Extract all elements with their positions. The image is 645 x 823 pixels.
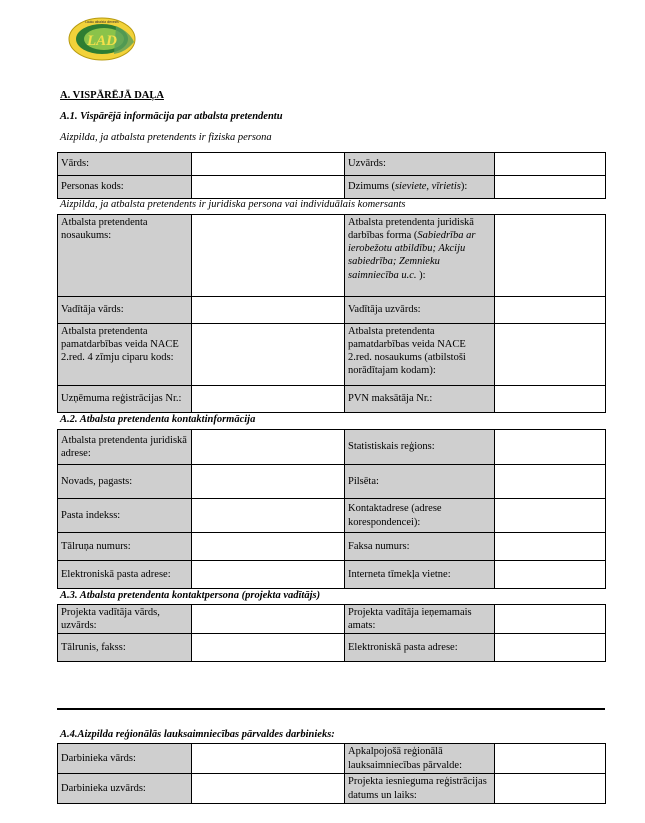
lad-logo-text: LAD bbox=[87, 33, 117, 49]
company-reg-number-field[interactable] bbox=[192, 386, 345, 413]
regional-office-field[interactable] bbox=[495, 744, 606, 774]
section-a4-title: A.4.Aizpilda reģionālās lauksaimniecības pārvaldes darbinieks: bbox=[60, 729, 335, 740]
nace-code-label: Atbalsta pretendenta pamatdarbības veida NACE 2.red. 4 zīmju ciparu kods: bbox=[58, 324, 192, 386]
postal-code-label: Pasta indekss: bbox=[58, 499, 192, 533]
table-row bbox=[58, 297, 606, 324]
table-row bbox=[58, 605, 606, 634]
project-manager-position-field[interactable] bbox=[495, 605, 606, 634]
vat-number-label: PVN maksātāja Nr.: bbox=[345, 386, 495, 413]
municipality-label: Novads, pagasts: bbox=[58, 465, 192, 499]
employee-first-name-field[interactable] bbox=[192, 744, 345, 774]
table-row bbox=[58, 176, 606, 199]
physical-person-table bbox=[57, 152, 606, 199]
table-row bbox=[58, 634, 606, 662]
city-label: Pilsēta: bbox=[345, 465, 495, 499]
contact-email-label: Elektroniskā pasta adrese: bbox=[345, 634, 495, 662]
company-reg-number-label: Uzņēmuma reģistrācijas Nr.: bbox=[58, 386, 192, 413]
nace-name-label: Atbalsta pretendenta pamatdarbības veida NACE 2.red. nosaukums (atbilstoši norādītajam kodam): bbox=[345, 324, 495, 386]
lad-logo-ring-text: Lauku atbalsta dienests bbox=[85, 20, 119, 24]
table-row bbox=[58, 499, 606, 533]
section-a2-title: A.2. Atbalsta pretendenta kontaktinformācija bbox=[60, 414, 256, 425]
table-row bbox=[58, 153, 606, 176]
legal-form-field[interactable] bbox=[495, 215, 606, 297]
gender-label bbox=[345, 176, 495, 199]
section-a1-title: A.1. Vispārējā informācija par atbalsta pretendentu bbox=[60, 111, 283, 122]
legal-address-field[interactable] bbox=[192, 430, 345, 465]
municipality-field[interactable] bbox=[192, 465, 345, 499]
contact-address-label: Kontaktadrese (adrese korespondencei): bbox=[345, 499, 495, 533]
last-name-field[interactable] bbox=[495, 153, 606, 176]
section-a3-title: A.3. Atbalsta pretendenta kontaktpersona (projekta vadītājs) bbox=[60, 590, 321, 601]
lad-logo bbox=[68, 16, 140, 62]
gender-options-text: sieviete, vīrietis bbox=[394, 181, 461, 193]
city-field[interactable] bbox=[495, 465, 606, 499]
contact-address-field[interactable] bbox=[495, 499, 606, 533]
contact-info-table bbox=[57, 429, 606, 589]
table-row bbox=[58, 215, 606, 297]
phone-fax-field[interactable] bbox=[192, 634, 345, 662]
vat-number-field[interactable] bbox=[495, 386, 606, 413]
manager-last-name-label: Vadītāja uzvārds: bbox=[345, 297, 495, 324]
gender-label-text: Dzimums ( bbox=[348, 181, 395, 193]
last-name-label: Uzvārds: bbox=[345, 153, 495, 176]
official-table bbox=[57, 743, 606, 804]
applicant-name-label: Atbalsta pretendenta nosaukums: bbox=[58, 215, 192, 297]
first-name-field[interactable] bbox=[192, 153, 345, 176]
contact-person-table bbox=[57, 604, 606, 662]
legal-form-label-end: ): bbox=[416, 269, 426, 281]
project-manager-name-label: Projekta vadītāja vārds, uzvārds: bbox=[58, 605, 192, 634]
legal-form-label bbox=[345, 215, 495, 297]
registration-datetime-field[interactable] bbox=[495, 774, 606, 804]
nace-code-field[interactable] bbox=[192, 324, 345, 386]
project-manager-position-label: Projekta vadītāja ieņemamais amats: bbox=[345, 605, 495, 634]
fax-number-label: Faksa numurs: bbox=[345, 533, 495, 561]
contact-email-field[interactable] bbox=[495, 634, 606, 662]
table-row bbox=[58, 465, 606, 499]
legal-person-note: Aizpilda, ja atbalsta pretendents ir juridiska persona vai individuālais komersants bbox=[60, 199, 406, 210]
table-row bbox=[58, 774, 606, 804]
legal-form-options-text: Sabiedrība ar ierobežotu atbildību; Akciju sabiedrība; Zemnieku saimniecība u.c. bbox=[348, 230, 476, 281]
email-label: Elektroniskā pasta adrese: bbox=[58, 561, 192, 589]
table-row bbox=[58, 744, 606, 774]
website-field[interactable] bbox=[495, 561, 606, 589]
lad-logo-graphic bbox=[68, 16, 140, 62]
postal-code-field[interactable] bbox=[192, 499, 345, 533]
phone-number-field[interactable] bbox=[192, 533, 345, 561]
legal-form-label-text: Atbalsta pretendenta juridiskā darbības forma ( bbox=[348, 217, 474, 242]
table-row bbox=[58, 561, 606, 589]
first-name-label: Vārds: bbox=[58, 153, 192, 176]
statistical-region-field[interactable] bbox=[495, 430, 606, 465]
employee-first-name-label: Darbinieka vārds: bbox=[58, 744, 192, 774]
website-label: Interneta tīmekļa vietne: bbox=[345, 561, 495, 589]
manager-first-name-field[interactable] bbox=[192, 297, 345, 324]
manager-last-name-field[interactable] bbox=[495, 297, 606, 324]
physical-person-note: Aizpilda, ja atbalsta pretendents ir fiziska persona bbox=[60, 132, 272, 143]
applicant-name-field[interactable] bbox=[192, 215, 345, 297]
personal-code-label: Personas kods: bbox=[58, 176, 192, 199]
table-row bbox=[58, 386, 606, 413]
gender-label-end: ): bbox=[460, 181, 468, 193]
section-a-heading: A. VISPĀRĒJĀ DAĻA bbox=[60, 90, 164, 101]
table-row bbox=[58, 324, 606, 386]
section-divider bbox=[57, 708, 605, 710]
email-field[interactable] bbox=[192, 561, 345, 589]
nace-name-field[interactable] bbox=[495, 324, 606, 386]
regional-office-label: Apkalpojošā reģionālā lauksaimniecības pārvalde: bbox=[345, 744, 495, 774]
legal-person-table bbox=[57, 214, 606, 413]
phone-number-label: Tālruņa numurs: bbox=[58, 533, 192, 561]
statistical-region-label: Statistiskais reģions: bbox=[345, 430, 495, 465]
gender-field[interactable] bbox=[495, 176, 606, 199]
manager-first-name-label: Vadītāja vārds: bbox=[58, 297, 192, 324]
personal-code-field[interactable] bbox=[192, 176, 345, 199]
fax-number-field[interactable] bbox=[495, 533, 606, 561]
registration-datetime-label: Projekta iesnieguma reģistrācijas datums un laiks: bbox=[345, 774, 495, 804]
table-row bbox=[58, 430, 606, 465]
table-row bbox=[58, 533, 606, 561]
employee-last-name-field[interactable] bbox=[192, 774, 345, 804]
legal-address-label: Atbalsta pretendenta juridiskā adrese: bbox=[58, 430, 192, 465]
project-manager-name-field[interactable] bbox=[192, 605, 345, 634]
phone-fax-label: Tālrunis, fakss: bbox=[58, 634, 192, 662]
employee-last-name-label: Darbinieka uzvārds: bbox=[58, 774, 192, 804]
